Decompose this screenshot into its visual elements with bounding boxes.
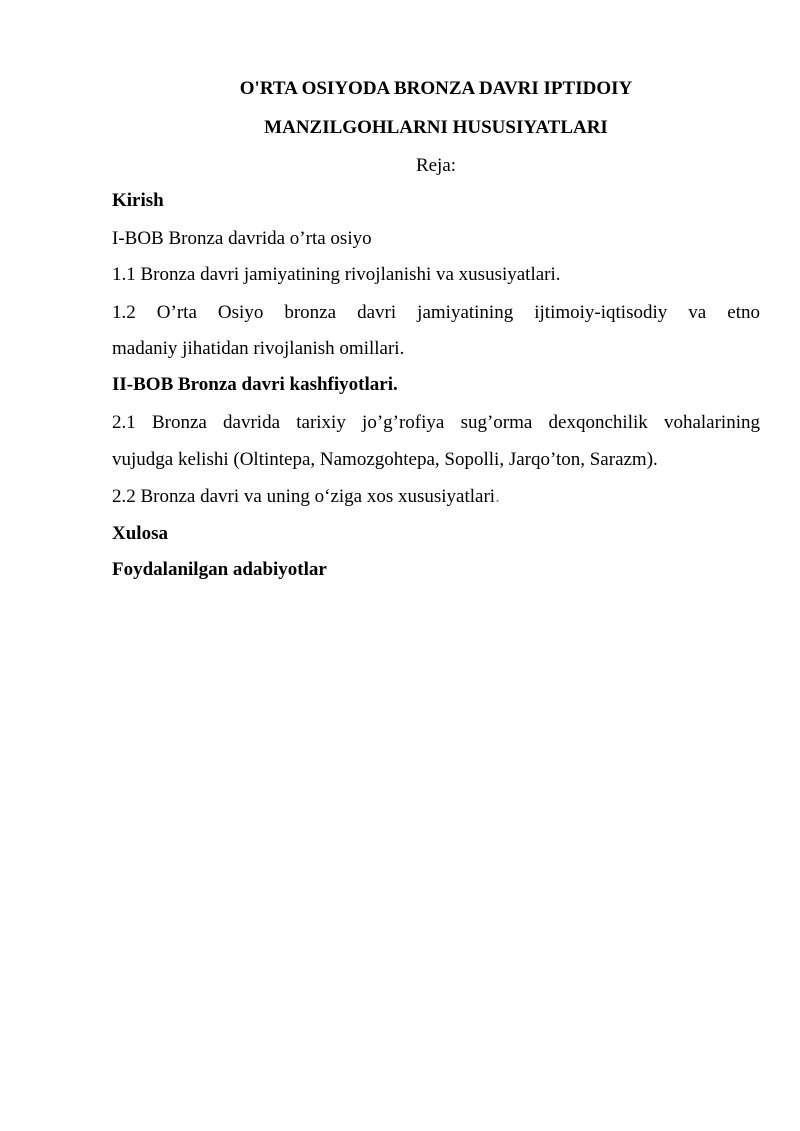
section-2-1-line-1: 2.1 Bronza davrida tarixiy jo’g’rofiya sug’orma dexqonchilik vohalarining: [112, 412, 760, 433]
section-2-2: [112, 485, 760, 508]
plan-heading: Reja:: [415, 155, 457, 176]
section-1-2-line-1: 1.2 O’rta Osiyo bronza davri jamiyatining ijtimoiy-iqtisodiy va etno: [112, 302, 760, 323]
section-2-2-text: 2.2 Bronza davri va uning o‘ziga xos xususiyatlari: [112, 486, 496, 507]
section-1-2-line-2: madaniy jihatidan rivojlanish omillari.: [112, 338, 405, 359]
chapter-2-heading-dot: .: [392, 374, 398, 395]
chapter-2-heading-text: II-BOB Bronza davri kashfiyotlari: [112, 374, 393, 395]
intro-heading: Kirish: [112, 190, 164, 211]
chapter-2-heading: [112, 373, 760, 396]
document-title-line-1: O'RTA OSIYODA BRONZA DAVRI IPTIDOIY: [239, 78, 633, 99]
section-1-1: 1.1 Bronza davri jamiyatining rivojlanishi va xususiyatlari.: [112, 264, 561, 285]
conclusion-heading: Xulosa: [112, 523, 168, 544]
chapter-1-heading: I-BOB Bronza davrida o’rta osiyo: [112, 228, 372, 249]
section-2-2-dot: .: [495, 486, 500, 507]
section-2-1-line-2: vujudga kelishi (Oltintepa, Namozgohtepa, Sopolli, Jarqo’ton, Sarazm).: [112, 449, 658, 470]
references-heading: Foydalanilgan adabiyotlar: [112, 559, 327, 580]
document-title-line-2: MANZILGOHLARNI HUSUSIYATLARI: [264, 117, 608, 138]
